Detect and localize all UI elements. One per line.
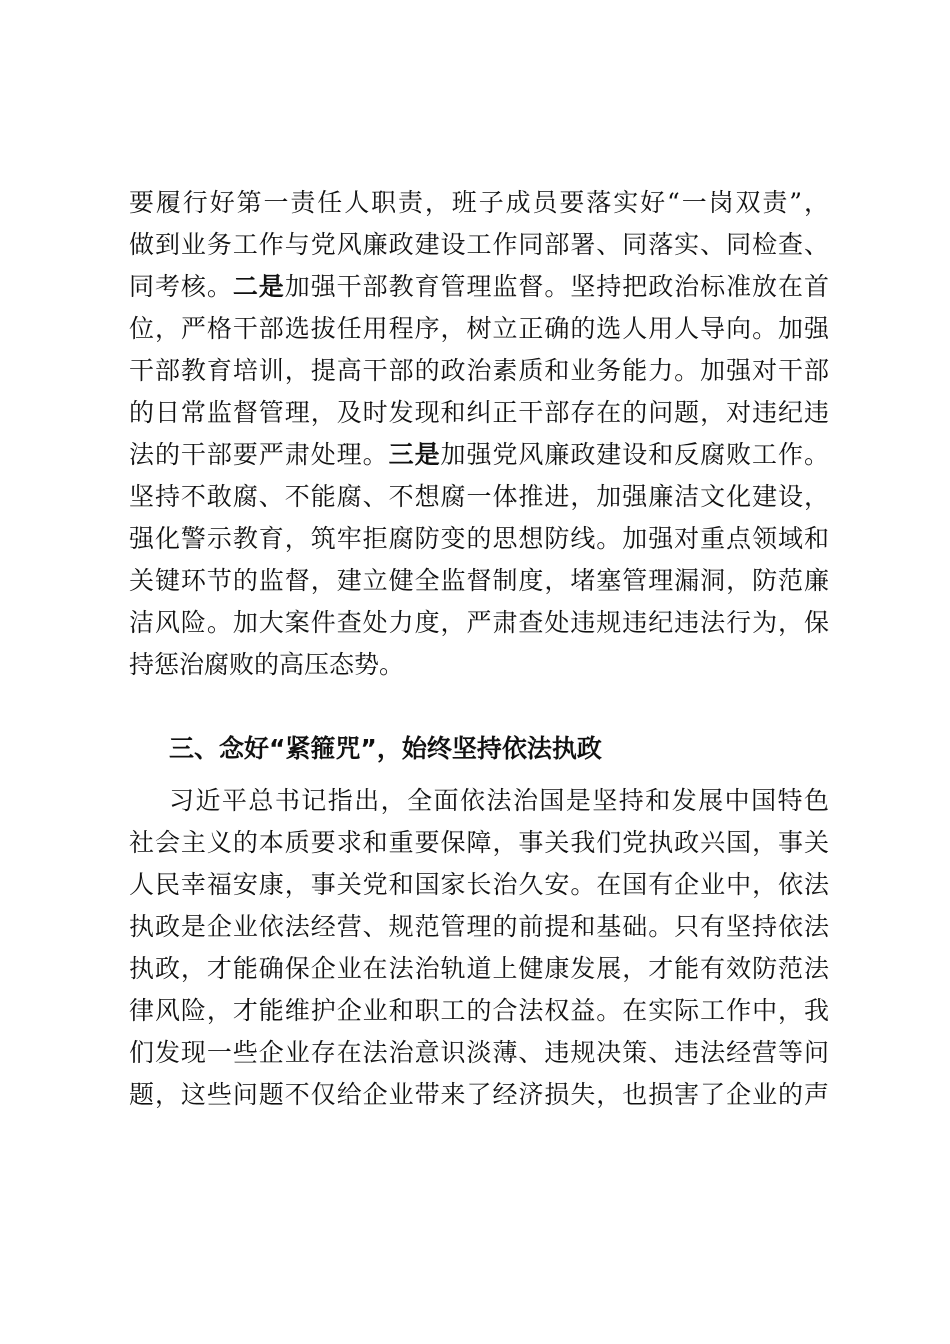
paragraph-line bbox=[129, 561, 829, 601]
paragraph-line bbox=[169, 781, 829, 821]
text-run: 强化警示教育，筑牢拒腐防变的思想防线。加强对重点领域和 bbox=[129, 524, 829, 553]
paragraph-line bbox=[129, 949, 829, 989]
paragraph-line bbox=[129, 1033, 829, 1073]
section-heading: 三、念好“紧箍咒”，始终坚持依法执政 bbox=[169, 734, 602, 763]
text-run: 做到业务工作与党风廉政建设工作同部署、同落实、同检查、 bbox=[129, 230, 829, 259]
paragraph-line bbox=[129, 823, 829, 863]
text-run: 习近平总书记指出，全面依法治国是坚持和发展中国特色 bbox=[169, 786, 829, 815]
paragraph-line bbox=[129, 435, 829, 475]
text-run: 位，严格干部选拔任用程序，树立正确的选人用人导向。加强 bbox=[129, 314, 829, 343]
paragraph-line bbox=[129, 225, 829, 265]
text-run: 律风险，才能维护企业和职工的合法权益。在实际工作中，我 bbox=[129, 996, 829, 1025]
text-run: 们发现一些企业存在法治意识淡薄、违规决策、违法经营等问 bbox=[129, 1038, 829, 1067]
paragraph-line bbox=[129, 393, 829, 433]
paragraph-line bbox=[129, 351, 829, 391]
paragraph-line bbox=[129, 907, 829, 947]
paragraph-line bbox=[129, 603, 829, 643]
emphasis-text: 二是 bbox=[232, 272, 285, 301]
text-run: 执政是企业依法经营、规范管理的前提和基础。只有坚持依法 bbox=[129, 912, 829, 941]
paragraph-line bbox=[129, 309, 829, 349]
paragraph-line bbox=[129, 477, 829, 517]
text-run: 洁风险。加大案件查处力度，严肃查处违规违纪违法行为，保 bbox=[129, 608, 829, 637]
text-run: 坚持不敢腐、不能腐、不想腐一体推进，加强廉洁文化建设， bbox=[129, 482, 829, 511]
paragraph-line bbox=[129, 267, 829, 307]
text-run: 执政，才能确保企业在法治轨道上健康发展，才能有效防范法 bbox=[129, 954, 829, 983]
text-run: 题，这些问题不仅给企业带来了经济损失，也损害了企业的声 bbox=[129, 1080, 829, 1109]
paragraph-line bbox=[129, 865, 829, 905]
text-run: 加强党风廉政建设和反腐败工作。 bbox=[440, 440, 829, 469]
paragraph-line bbox=[129, 991, 829, 1031]
text-run: 干部教育培训，提高干部的政治素质和业务能力。加强对干部 bbox=[129, 356, 829, 385]
text-run: 持惩治腐败的高压态势。 bbox=[129, 650, 405, 679]
text-run: 加强干部教育管理监督。坚持把政治标准放在首 bbox=[284, 272, 829, 301]
text-run: 关键环节的监督，建立健全监督制度，堵塞管理漏洞，防范廉 bbox=[129, 566, 829, 595]
text-run: 同考核。 bbox=[129, 272, 233, 301]
paragraph-line bbox=[129, 183, 829, 223]
paragraph-line bbox=[129, 645, 829, 685]
text-run: 要履行好第一责任人职责，班子成员要落实好“一岗双责”， bbox=[129, 188, 829, 217]
text-run: 社会主义的本质要求和重要保障，事关我们党执政兴国，事关 bbox=[129, 828, 829, 857]
paragraph-line bbox=[129, 1075, 829, 1115]
emphasis-text: 三是 bbox=[388, 440, 441, 469]
text-run: 人民幸福安康，事关党和国家长治久安。在国有企业中，依法 bbox=[129, 870, 829, 899]
text-run: 法的干部要严肃处理。 bbox=[129, 440, 389, 469]
text-run: 的日常监督管理，及时发现和纠正干部存在的问题，对违纪违 bbox=[129, 398, 829, 427]
paragraph-line bbox=[129, 519, 829, 559]
